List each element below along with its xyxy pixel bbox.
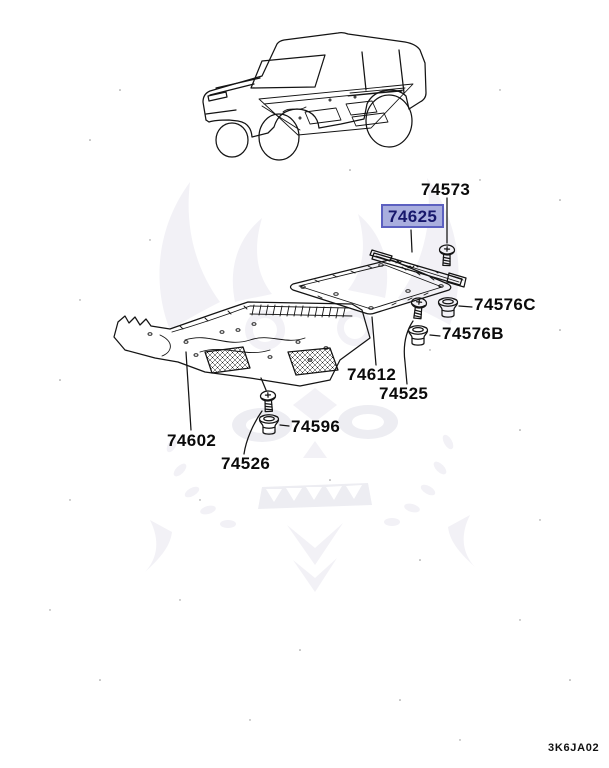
vehicle-floor-cutaway: [259, 84, 413, 135]
part-label-74525: 74525: [379, 384, 429, 403]
leader-74602: [186, 352, 191, 430]
part-label-74573: 74573: [421, 180, 471, 199]
part-label-74526: 74526: [221, 454, 271, 473]
leader-74576B: [430, 335, 440, 336]
grommet-74576B-drawing: [409, 326, 428, 345]
front-floor-carpet-74602-drawing: [114, 302, 370, 386]
leader-74625: [411, 230, 412, 252]
part-label-74576C: 74576C: [474, 295, 536, 314]
leader-74576C: [459, 306, 472, 307]
part-label-74576B: 74576B: [442, 324, 504, 343]
part-label-74596: 74596: [291, 417, 341, 436]
leader-74612: [372, 317, 376, 365]
part-label-74602: 74602: [167, 431, 217, 450]
leader-74525: [404, 321, 413, 384]
part-label-74625-highlighted[interactable]: 74625: [381, 204, 444, 228]
diagram-code: 3K6JA02: [548, 742, 600, 754]
part-label-74612: 74612: [347, 365, 397, 384]
vehicle-illustration: [203, 33, 426, 160]
